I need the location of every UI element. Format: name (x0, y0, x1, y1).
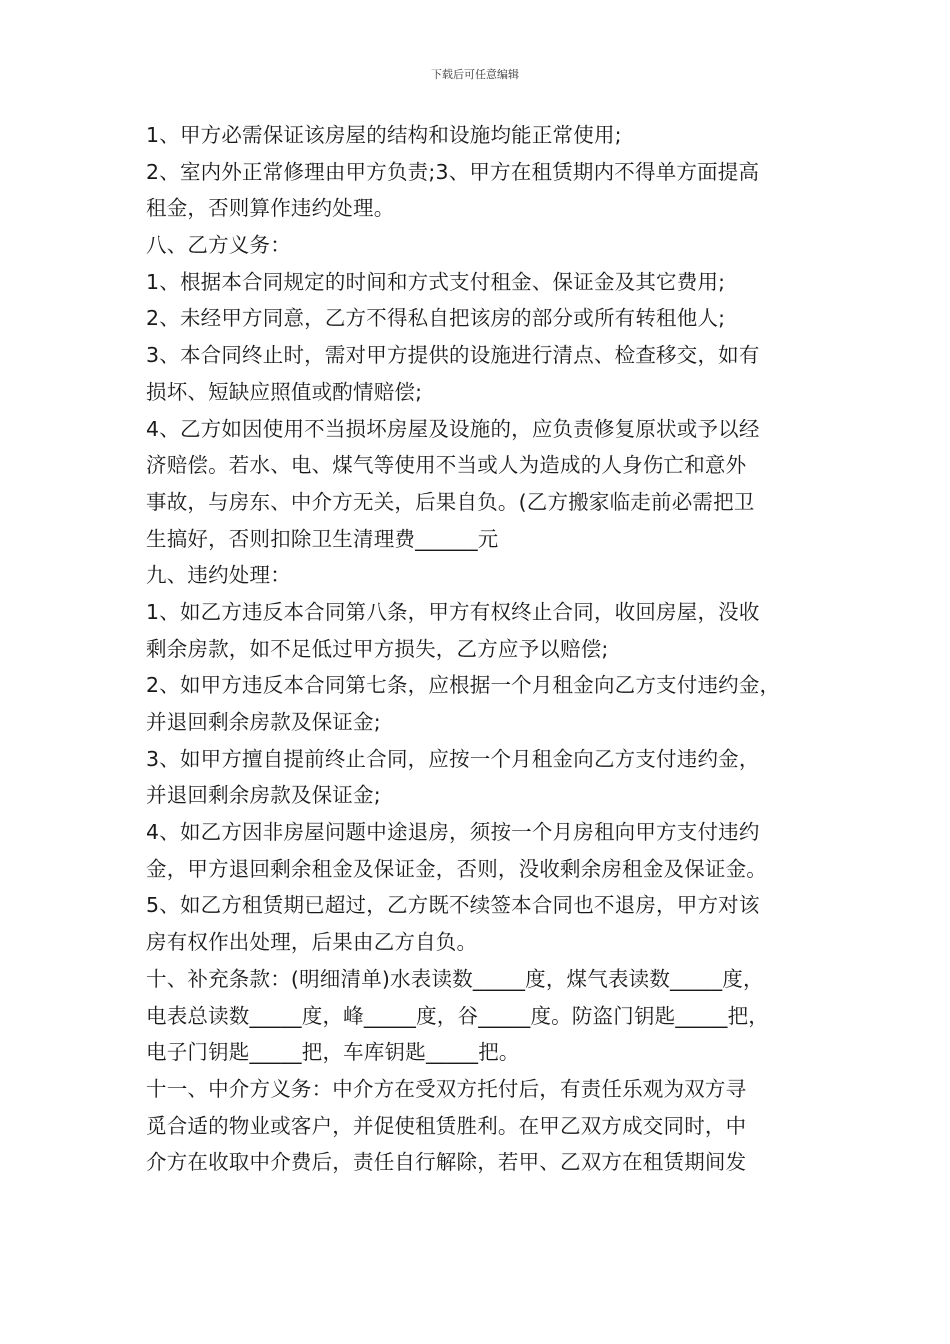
text-line: 1、如乙方违反本合同第八条，甲方有权终止合同，收回房屋，没收 (146, 599, 760, 624)
text-line: 2、室内外正常修理由甲方负责;3、甲方在租赁期内不得单方面提高 (146, 159, 760, 184)
section-heading: 十、补充条款：(明细清单)水表读数_____度，煤气表读数_____度， (146, 966, 764, 991)
section-heading: 九、违约处理： (146, 563, 291, 588)
section-heading: 八、乙方义务： (146, 233, 291, 258)
text-line: 3、如甲方擅自提前终止合同，应按一个月租金向乙方支付违约金， (146, 746, 760, 771)
text-line: 2、未经甲方同意，乙方不得私自把该房的部分或所有转租他人; (146, 306, 726, 331)
text-line: 1、根据本合同规定的时间和方式支付租金、保证金及其它费用; (146, 269, 726, 294)
text-line: 剩余房款，如不足低过甲方损失，乙方应予以赔偿; (146, 636, 609, 661)
text-line: 1、甲方必需保证该房屋的结构和设施均能正常使用; (146, 123, 622, 147)
document-body (146, 117, 826, 1181)
text-line: 租金，否则算作违约处理。 (146, 196, 395, 221)
text-line: 4、如乙方因非房屋问题中途退房，须按一个月房租向甲方支付违约 (146, 820, 760, 845)
text-line: 电表总读数_____度，峰_____度，谷_____度。防盗门钥匙_____把， (146, 1003, 769, 1028)
text-line: 觅合适的物业或客户，并促使租赁胜利。在甲乙双方成交同时，中 (146, 1113, 747, 1138)
text-line: 3、本合同终止时，需对甲方提供的设施进行清点、检查移交，如有 (146, 343, 760, 368)
text-line: 事故，与房东、中介方无关，后果自负。(乙方搬家临走前必需把卫 (146, 489, 755, 514)
text-line: 并退回剩余房款及保证金; (146, 783, 381, 808)
text-line: 介方在收取中介费后，责任自行解除，若甲、乙双方在租赁期间发 (146, 1150, 747, 1175)
section-heading: 十一、中介方义务：中介方在受双方托付后，有责任乐观为双方寻 (146, 1076, 747, 1101)
text-line: 金，甲方退回剩余租金及保证金，否则，没收剩余房租金及保证金。 (146, 856, 767, 881)
text-line: 电子门钥匙_____把，车库钥匙_____把。 (146, 1040, 520, 1065)
text-line: 济赔偿。若水、电、煤气等使用不当或人为造成的人身伤亡和意外 (146, 453, 747, 478)
text-line: 2、如甲方违反本合同第七条，应根据一个月租金向乙方支付违约金， (146, 673, 781, 698)
text-line: 房有权作出处理，后果由乙方自负。 (146, 930, 478, 955)
page-header: 下载后可任意编辑 (431, 68, 519, 81)
text-line: 并退回剩余房款及保证金; (146, 710, 381, 734)
text-line: 5、如乙方租赁期已超过，乙方既不续签本合同也不退房，甲方对该 (146, 893, 760, 918)
text-line: 4、乙方如因使用不当损坏房屋及设施的，应负责修复原状或予以经 (146, 416, 760, 441)
text-line: 损坏、短缺应照值或酌情赔偿; (146, 379, 423, 404)
text-line: 生搞好，否则扣除卫生清理费______元 (146, 526, 499, 551)
